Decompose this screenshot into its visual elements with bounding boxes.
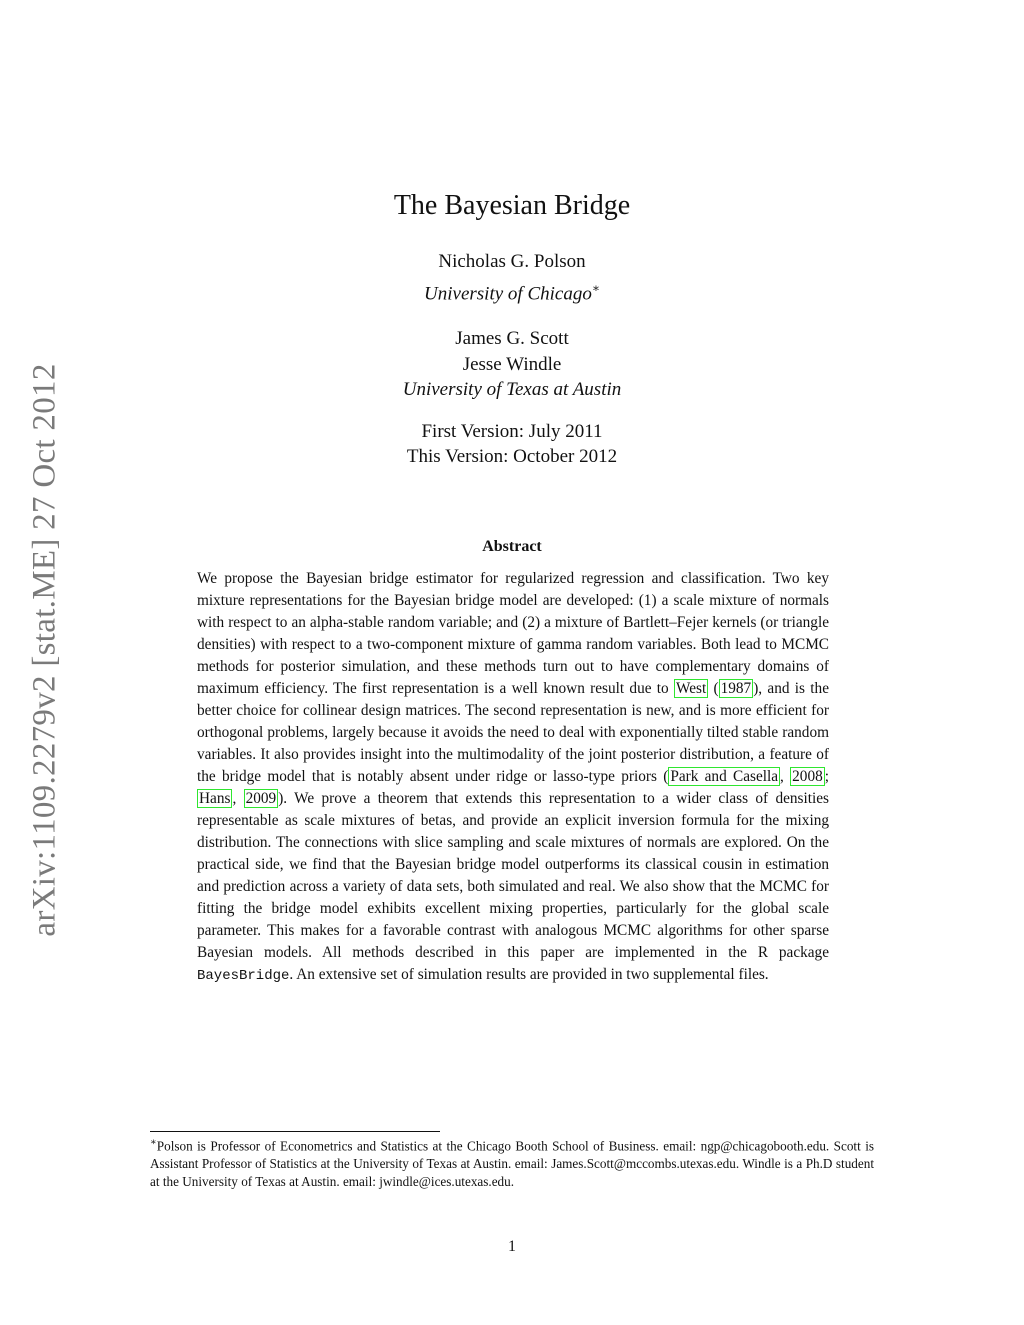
abstract-body: We propose the Bayesian bridge estimator for regularized regression and classification. Two key mixture representations for the Bayesian bridge model are developed: (1) a scale mixture of normals with respect to an alpha-stable random variable; and (2) a mixture of Bartlett–Fejer kernels (or triangle densities) with respect to a two-component mixture of gamma random variables. Both lead to MCMC methods for posterior simulation, and these methods turn out to have complementary domains of maximum efficiency. The first representation is a well known result due to West ( 1987 ), and is the better choice for collinear design matrices. The second representation is new, and is more efficient for orthogonal problems, largely because it avoids the need to deal with exponentially tilted stable random variables. It also provides insight into the multimodality of the joint posterior distribution, a feature of the bridge model that is notably absent under ridge or lasso-type priors ( Park and Casella , 2008 ; Hans , 2009 ). We prove a theorem that extends this representation to a wider class of densities representable as scale mixtures of betas, and provide an explicit inversion formula for the mixing distribution. The connections with slice sampling and scale mixtures of normals are explored. On the practical side, we find that the Bayesian bridge model outperforms its classical cousin in estimation and prediction across a variety of data sets, both simulated and real. We also show that the MCMC for fitting the bridge model exhibits excellent mixing properties, particularly for the global scale parameter. This makes for a favorable contrast with analogous MCMC algorithms for other sparse Bayesian models. All methods described in this paper are implemented in the R package BayesBridge. An extensive set of simulation results are provided in two supplemental files. (197, 570, 829, 984)
abstract-text-1: We propose the Bayesian bridge estimator for regularized regression and classification. Two key mixture representations for the Bayesian bridge model are developed: (1) a scale mixture of normals with respect to an alpha-stable random variable; and (2) a mixture of Bartlett–Fejer kernels (or triangle densities) with respect to a two-component mixture of gamma random variables. Both lead to MCMC methods for posterior simulation, and these methods turn out to have complementary domains of maximum efficiency. The first representation is a well known result due to (197, 570, 829, 697)
abstract-text-4: . An extensive set of simulation results are provided in two supplemental files. (289, 966, 769, 983)
abstract-heading: Abstract (482, 538, 542, 555)
citation-hans[interactable]: Hans (199, 790, 231, 807)
citation-west-year[interactable]: 1987 (720, 680, 752, 697)
citation-park-casella-year[interactable]: 2008 (792, 768, 823, 785)
citation-park-casella[interactable]: Park and Casella (670, 768, 779, 785)
author-windle: Jesse Windle (462, 354, 562, 375)
affiliation-texas: University of Texas at Austin (402, 379, 622, 400)
footnote-marker[interactable]: ∗ (591, 281, 600, 295)
first-version: First Version: July 2011 (421, 421, 603, 442)
footnote (150, 1134, 874, 1191)
page-number: 1 (508, 1238, 516, 1255)
abstract-text-2: ), and is the better choice for collinear design matrices. The second representation is new, and is more efficient for orthogonal problems, largely because it avoids the need to deal with exponentially tilted stable random variables. It also provides insight into the multimodality of the joint posterior distribution, a feature of the bridge model that is notably absent under ridge or lasso-type priors ( (197, 680, 829, 785)
citation-west[interactable]: West (676, 680, 707, 697)
paper-title: The Bayesian Bridge (393, 190, 631, 221)
author-polson: Nicholas G. Polson (438, 251, 586, 272)
footnote-mark: ∗ (150, 1137, 157, 1148)
footnote-text: Polson is Professor of Econometrics and Statistics at the Chicago Booth School of Business. email: ngp@chicagobooth.edu. Scott is Assistant Professor of Statistics at the University of Texas at Austin. email: James.Scott@mccombs.utexas.edu. Windle is a Ph.D student at the University of Texas at Austin. email: jwindle@ices.utexas.edu. (150, 1138, 874, 1190)
arxiv-margin-stamp: arXiv:1109.2279v2 [stat.ME] 27 Oct 2012 (26, 363, 63, 937)
affiliation-chicago (0, 275, 1024, 305)
this-version: This Version: October 2012 (406, 446, 618, 467)
author-scott: James G. Scott (455, 328, 569, 349)
affiliation-chicago-text: University of Chicago (424, 283, 592, 305)
package-name: BayesBridge (197, 968, 290, 984)
footnote-rule (150, 1131, 440, 1132)
abstract-text-3: ). We prove a theorem that extends this representation to a wider class of densities representable as scale mixtures of betas, and provide an explicit inversion formula for the mixing distribution. The connections with slice sampling and scale mixtures of normals are explored. On the practical side, we find that the Bayesian bridge model outperforms its classical cousin in estimation and prediction across a variety of data sets, both simulated and real. We also show that the MCMC for fitting the bridge model exhibits excellent mixing properties, particularly for the global scale parameter. This makes for a favorable contrast with analogous MCMC algorithms for other sparse Bayesian models. All methods described in this paper are implemented in the R package (197, 790, 829, 961)
citation-hans-year[interactable]: 2009 (245, 790, 277, 807)
